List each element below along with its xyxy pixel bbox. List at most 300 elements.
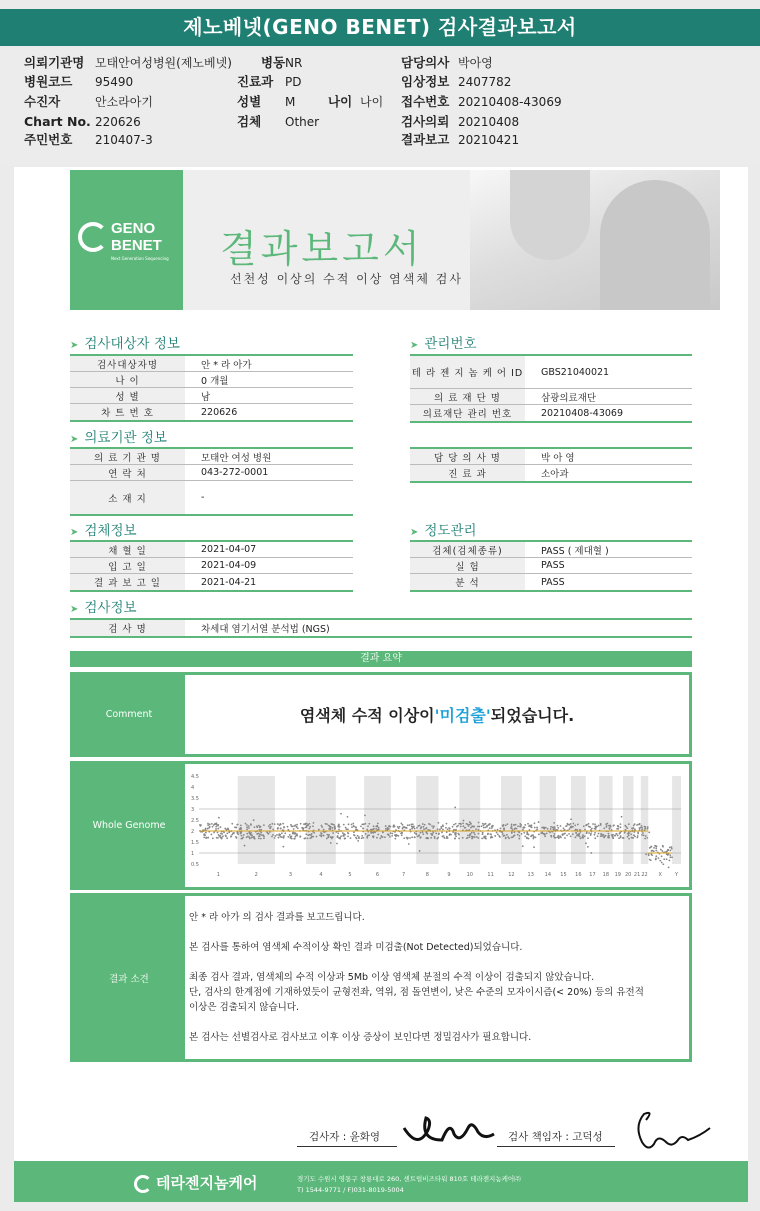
data-point: [367, 835, 369, 837]
data-point: [422, 826, 424, 828]
data-point: [598, 825, 600, 827]
data-point: [568, 828, 570, 830]
data-point: [327, 836, 329, 838]
data-point: [297, 827, 299, 829]
data-point: [588, 832, 590, 834]
header-label: 진료과: [237, 74, 274, 89]
data-point: [597, 835, 599, 837]
row-value: 안 * 라 아가: [201, 359, 252, 371]
data-point: [253, 836, 255, 838]
data-point: [505, 837, 507, 839]
data-point: [308, 828, 310, 830]
data-point: [205, 832, 207, 834]
data-point: [259, 826, 261, 828]
section-title-test: ➤ 검사정보: [70, 600, 137, 616]
data-point: [560, 825, 562, 827]
table-row: [410, 465, 692, 481]
data-point: [352, 823, 354, 825]
data-point: [519, 823, 521, 825]
data-point: [511, 825, 513, 827]
header-label: 검체: [237, 114, 262, 129]
data-point: [402, 828, 404, 830]
data-point: [627, 836, 629, 838]
data-point: [343, 835, 345, 837]
footer-brand: 테라젠지놈케어: [156, 1174, 258, 1192]
data-point: [594, 837, 596, 839]
data-point: [632, 827, 634, 829]
data-point: [466, 823, 468, 825]
x-tick-label: 21: [633, 872, 641, 878]
data-point: [617, 835, 619, 837]
x-tick-label: 5: [348, 872, 352, 878]
data-point: [558, 835, 560, 837]
data-point: [333, 824, 335, 826]
data-point: [557, 827, 559, 829]
data-point: [670, 850, 672, 852]
table-row: [410, 389, 692, 405]
y-tick-label: 1: [191, 851, 195, 857]
data-point: [546, 832, 548, 834]
comment-label: Comment: [73, 675, 185, 754]
data-point: [455, 829, 457, 831]
arrow-right-icon: ➤: [70, 604, 79, 615]
data-point: [507, 836, 509, 838]
header-value: Other: [285, 115, 320, 129]
data-point: [391, 835, 393, 837]
data-point: [511, 823, 513, 825]
data-point: [516, 828, 518, 830]
data-point: [212, 837, 214, 839]
data-point: [492, 826, 494, 828]
data-point: [482, 833, 484, 835]
data-point: [503, 829, 505, 831]
data-point: [339, 838, 341, 840]
data-point: [485, 826, 487, 828]
data-point: [281, 832, 283, 834]
data-point: [266, 831, 268, 833]
data-point: [306, 825, 308, 827]
data-point: [390, 832, 392, 834]
data-point: [334, 825, 336, 827]
header-value: 안소라아기: [95, 95, 153, 109]
data-point: [502, 833, 504, 835]
data-point: [307, 834, 309, 836]
data-point: [353, 834, 355, 836]
data-point: [398, 827, 400, 829]
row-value: PASS ( 제대혈 ): [541, 545, 609, 557]
data-point: [414, 836, 416, 838]
header-value: 2407782: [458, 75, 512, 89]
data-point: [631, 837, 633, 839]
data-point: [230, 836, 232, 838]
data-point: [535, 836, 537, 838]
data-point: [487, 833, 489, 835]
data-point: [620, 823, 622, 825]
table-row: [70, 356, 353, 372]
data-point: [575, 836, 577, 838]
row-key: 의 료 재 단 명: [410, 389, 525, 404]
signature-line: [497, 1146, 615, 1147]
data-point: [225, 835, 227, 837]
chromosome-band: [540, 776, 556, 864]
data-point: [237, 824, 239, 826]
data-point: [462, 825, 464, 827]
data-point: [384, 836, 386, 838]
data-point: [574, 824, 576, 826]
data-point: [217, 824, 219, 826]
data-point: [572, 823, 574, 825]
x-tick-label: 7: [401, 872, 406, 878]
data-point: [414, 828, 416, 830]
data-point: [207, 837, 209, 839]
data-point: [588, 823, 590, 825]
data-point: [558, 836, 560, 838]
data-point: [662, 863, 664, 865]
data-point: [340, 835, 342, 837]
data-point: [655, 847, 657, 849]
data-point: [246, 824, 248, 826]
x-tick-label: 18: [602, 872, 610, 878]
data-point: [262, 834, 264, 836]
data-point: [524, 824, 526, 826]
data-point: [500, 828, 502, 830]
data-point: [652, 850, 654, 852]
data-point: [365, 833, 367, 835]
data-point: [442, 829, 444, 831]
data-point: [476, 836, 478, 838]
data-point: [600, 835, 602, 837]
table-row: [70, 558, 353, 574]
findings-label: 결과 소견: [73, 896, 185, 1059]
table-row: [70, 542, 353, 558]
data-point: [338, 825, 340, 827]
data-point: [633, 825, 635, 827]
data-point: [667, 854, 669, 856]
data-point: [609, 828, 611, 830]
data-point: [647, 828, 649, 830]
findings-box: [70, 893, 692, 1062]
data-point: [606, 825, 608, 827]
data-point: [351, 824, 353, 826]
header-value: 210407-3: [95, 133, 153, 147]
data-point: [497, 829, 499, 831]
data-point: [347, 832, 349, 834]
y-tick-label: 0.5: [191, 862, 199, 868]
data-point: [326, 823, 328, 825]
data-point: [637, 832, 639, 834]
data-point: [308, 823, 310, 825]
data-point: [323, 835, 325, 837]
data-point: [457, 825, 459, 827]
x-tick-label: 11: [487, 872, 494, 878]
row-value: 소아과: [541, 469, 569, 480]
summary-bar: 결과 요약: [70, 651, 692, 667]
data-point: [580, 837, 582, 839]
data-point: [653, 847, 655, 849]
data-point: [482, 823, 484, 825]
data-point: [203, 833, 205, 835]
data-point: [293, 838, 295, 840]
data-point: [209, 823, 211, 825]
data-point: [355, 828, 357, 830]
data-point: [330, 842, 332, 844]
data-point: [431, 834, 433, 836]
data-point: [471, 832, 473, 834]
data-point: [669, 860, 671, 862]
data-point: [411, 826, 413, 828]
data-point: [292, 833, 294, 835]
terragen-logo-icon: [134, 1175, 152, 1193]
data-point: [263, 824, 265, 826]
data-point: [420, 836, 422, 838]
data-point: [348, 823, 350, 825]
data-point: [583, 825, 585, 827]
data-point: [253, 819, 255, 821]
data-point: [473, 832, 475, 834]
data-point: [665, 851, 667, 853]
data-point: [661, 862, 663, 864]
data-point: [411, 824, 413, 826]
data-point: [563, 827, 565, 829]
x-tick-label: 16: [575, 872, 582, 878]
manage-table: [410, 354, 692, 423]
data-point: [240, 824, 242, 826]
data-point: [643, 834, 645, 836]
table-row: [70, 465, 353, 481]
data-point: [538, 821, 540, 823]
section-title-specimen: ➤ 검체정보: [70, 523, 137, 539]
data-point: [424, 824, 426, 826]
data-point: [603, 828, 605, 830]
banner-heading: 결과보고서: [220, 227, 424, 271]
data-point: [403, 826, 405, 828]
data-point: [610, 826, 612, 828]
data-point: [497, 833, 499, 835]
data-point: [662, 845, 664, 847]
data-point: [624, 832, 626, 834]
data-point: [353, 831, 355, 833]
header-value: 220626: [95, 115, 141, 129]
data-point: [462, 822, 464, 824]
data-point: [594, 832, 596, 834]
table-row: [70, 481, 353, 514]
data-point: [554, 833, 556, 835]
data-point: [642, 832, 644, 834]
data-point: [270, 826, 272, 828]
data-point: [419, 825, 421, 827]
comment-highlight: '미검출': [434, 706, 491, 725]
header-value: 20210421: [458, 133, 520, 147]
data-point: [312, 825, 314, 827]
data-point: [331, 827, 333, 829]
data-point: [292, 826, 294, 828]
data-point: [644, 826, 646, 828]
whole-genome-chart: [189, 768, 689, 886]
institution-table: [70, 447, 353, 516]
data-point: [554, 828, 556, 830]
data-point: [550, 835, 552, 837]
logo-panel: [70, 170, 183, 310]
data-point: [603, 834, 605, 836]
data-point: [533, 846, 535, 848]
data-point: [294, 836, 296, 838]
data-point: [290, 824, 292, 826]
data-point: [231, 823, 233, 825]
data-point: [295, 834, 297, 836]
data-point: [455, 835, 457, 837]
data-point: [575, 832, 577, 834]
report-banner: [70, 170, 720, 310]
data-point: [554, 826, 556, 828]
data-point: [215, 828, 217, 830]
data-point: [207, 823, 209, 825]
data-point: [361, 837, 363, 839]
data-point: [395, 835, 397, 837]
data-point: [571, 827, 573, 829]
data-point: [661, 850, 663, 852]
data-point: [347, 835, 349, 837]
data-point: [414, 832, 416, 834]
data-point: [527, 823, 529, 825]
finding-line: 안 * 라 아가 의 검사 결과를 보고드립니다.: [189, 912, 365, 923]
row-value: GBS21040021: [541, 366, 610, 378]
data-point: [648, 832, 650, 834]
data-point: [494, 835, 496, 837]
data-point: [473, 826, 475, 828]
data-point: [361, 823, 363, 825]
data-point: [279, 834, 281, 836]
data-point: [249, 838, 251, 840]
data-point: [578, 833, 580, 835]
tester-signature-label: 검사자 : 윤화영: [309, 1131, 381, 1143]
data-point: [534, 822, 536, 824]
x-tick-label: 9: [447, 872, 451, 878]
data-point: [403, 837, 405, 839]
header-label: 수진자: [24, 94, 61, 109]
data-point: [427, 837, 429, 839]
data-point: [618, 837, 620, 839]
data-point: [483, 836, 485, 838]
header-label: 담당의사: [401, 55, 450, 70]
data-point: [448, 834, 450, 836]
header-label: 나이: [328, 94, 353, 109]
data-point: [617, 828, 619, 830]
data-point: [274, 837, 276, 839]
data-point: [658, 857, 660, 859]
data-point: [360, 825, 362, 827]
data-point: [406, 827, 408, 829]
comment-box: [70, 672, 692, 757]
table-row: [70, 404, 353, 420]
header-label: 병원코드: [24, 74, 73, 89]
data-point: [237, 833, 239, 835]
chromosome-band: [238, 776, 275, 864]
finding-line: 단, 검사의 한계점에 기재하였듯이 균형전좌, 역위, 점 돌연변이, 낮은 수준의 모자이시즘(< 20%) 등의 유전적: [189, 987, 644, 998]
row-key: 나 이: [70, 372, 185, 387]
data-point: [433, 825, 435, 827]
data-point: [478, 829, 480, 831]
tester-signature-mark: [398, 1110, 498, 1155]
director-signature-mark: [616, 1106, 716, 1156]
data-point: [628, 838, 630, 840]
row-key: 진 료 과: [410, 465, 525, 481]
data-point: [446, 823, 448, 825]
x-tick-label: 3: [288, 872, 293, 878]
comment-post: 되었습니다.: [490, 706, 575, 725]
data-point: [326, 838, 328, 840]
data-point: [432, 827, 434, 829]
data-point: [585, 842, 587, 844]
row-value: 043-272-0001: [201, 467, 269, 478]
data-point: [447, 828, 449, 830]
data-point: [519, 835, 521, 837]
data-point: [447, 837, 449, 839]
data-point: [277, 823, 279, 825]
data-point: [608, 833, 610, 835]
data-point: [607, 835, 609, 837]
data-point: [460, 825, 462, 827]
data-point: [636, 824, 638, 826]
data-point: [353, 825, 355, 827]
data-point: [530, 835, 532, 837]
data-point: [343, 824, 345, 826]
data-point: [389, 836, 391, 838]
data-point: [419, 832, 421, 834]
data-point: [502, 825, 504, 827]
data-point: [211, 834, 213, 836]
row-key: 연 락 처: [70, 465, 185, 480]
data-point: [590, 852, 592, 854]
header-value: PD: [285, 75, 302, 89]
baby-feet-photo: [470, 170, 720, 310]
x-tick-label: 10: [466, 872, 473, 878]
data-point: [293, 825, 295, 827]
finding-line: 이상은 검출되지 않습니다.: [189, 1002, 300, 1013]
x-tick-label: X: [658, 872, 662, 878]
data-point: [368, 823, 370, 825]
data-point: [592, 823, 594, 825]
header-label: Chart No.: [24, 114, 91, 129]
data-point: [338, 828, 340, 830]
data-point: [565, 825, 567, 827]
data-point: [600, 833, 602, 835]
comment-pre: 염색체 수적 이상이: [299, 706, 435, 725]
data-point: [245, 823, 247, 825]
row-key: 검사대상자명: [70, 356, 185, 371]
data-point: [555, 837, 557, 839]
data-point: [282, 823, 284, 825]
data-point: [613, 825, 615, 827]
data-point: [370, 829, 372, 831]
data-point: [633, 834, 635, 836]
data-point: [268, 825, 270, 827]
table-row: [410, 558, 692, 574]
arrow-right-icon: ➤: [410, 527, 419, 538]
header-value: 모태안여성병원(제노베넷): [95, 56, 232, 70]
data-point: [250, 832, 252, 834]
table-row: [70, 620, 692, 636]
data-point: [330, 836, 332, 838]
chromosome-band: [641, 776, 648, 864]
institution-right-table: [410, 447, 692, 483]
data-point: [566, 834, 568, 836]
data-point: [466, 837, 468, 839]
table-row: [410, 542, 692, 558]
data-point: [411, 836, 413, 838]
table-row: [410, 405, 692, 421]
data-point: [445, 827, 447, 829]
data-point: [293, 828, 295, 830]
